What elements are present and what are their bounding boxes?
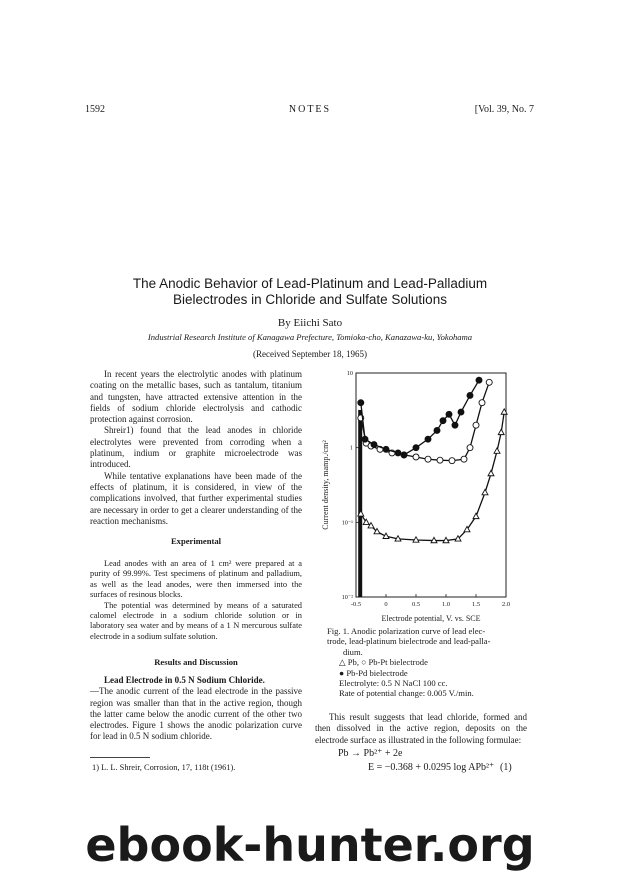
y-tick-label: 1 xyxy=(349,444,353,452)
pb-pt-point xyxy=(467,445,473,451)
intro-paragraph-3: While tentative explanations have been made of the effects of platinum, it is considered, in view of the complications involved, that further experimental studies are necessary in order to get a clearer understanding of the reaction mechanisms. xyxy=(90,470,302,526)
pb-pt-point xyxy=(449,458,455,464)
pb-pd-point xyxy=(383,446,389,452)
intro-text xyxy=(90,369,302,527)
article-title-line-1: The Anodic Behavior of Lead-Platinum and Lead-Palladium xyxy=(132,276,488,291)
results-text xyxy=(90,675,302,743)
pb-pd-point xyxy=(458,409,464,415)
caption-legend-2: ● Pb-Pd bielectrode xyxy=(339,667,408,678)
results-subheading: Lead Electrode in 0.5 N Sodium Chloride. xyxy=(104,675,265,685)
x-tick-label: 1.0 xyxy=(441,601,451,608)
y-tick-label: 10 xyxy=(346,370,353,377)
series-line-2 xyxy=(361,380,479,455)
footnote: 1) L. L. Shreir, Corrosion, 17, 118t (1961). xyxy=(92,763,236,772)
pb-pd-point xyxy=(467,392,473,398)
equation-1: Pb → Pb²⁺ + 2e xyxy=(338,748,403,759)
pb-pd-point xyxy=(452,422,458,428)
pb-pd-point xyxy=(413,445,419,451)
y-tick-label: 10⁻¹ xyxy=(341,519,353,527)
figure-caption xyxy=(327,626,537,699)
pb-point xyxy=(482,489,488,494)
x-tick-label: 2.0 xyxy=(501,601,511,608)
received-date: (Received September 18, 1965) xyxy=(253,349,367,359)
caption-electrolyte: Electrolyte: 0.5 N NaCl 100 cc. xyxy=(339,678,448,689)
pb-pt-point xyxy=(479,400,485,406)
pb-pd-point xyxy=(371,442,377,448)
right-column-text xyxy=(315,712,527,746)
pb-point xyxy=(488,470,494,475)
y-axis-label: Current density, mamp./cm² xyxy=(321,440,330,530)
pb-pd-point xyxy=(446,411,452,417)
experimental-text xyxy=(90,559,302,642)
caption-line-3: dium. xyxy=(343,646,363,657)
right-paragraph: This result suggests that lead chloride, formed and then dissolved in the active region, deposits on the electrode surface as illustrated in the following formulae: xyxy=(315,712,527,745)
pb-pt-point xyxy=(437,457,443,463)
pb-pd-point xyxy=(358,400,364,406)
equation-number: (1) xyxy=(500,762,512,773)
intro-paragraph-2: Shreir1) found that the lead anodes in chloride electrolytes were prevented from corroding when a platinum, indium or graphite microelectrode was introduced. xyxy=(90,425,302,470)
experimental-heading: Experimental xyxy=(170,536,222,546)
pb-point xyxy=(494,448,500,453)
pb-pt-point xyxy=(486,379,492,385)
author-byline: By Eiichi Sato xyxy=(277,317,343,329)
pb-pt-point xyxy=(413,454,419,460)
affiliation: Industrial Research Institute of Kanagawa Prefecture, Tomioka-cho, Kanazawa-ku, Yokohama xyxy=(147,332,473,342)
plot-frame xyxy=(356,373,506,597)
intro-paragraph-1: In recent years the electrolytic anodes with platinum coating on the metallic bases, such as tantalum, titanium and tungsten, have attracted extensive attention in the fields of sodium chloride electrolysis and cathodic protection against corrosion. xyxy=(90,369,302,425)
pb-pd-point xyxy=(425,436,431,442)
pb-pd-point xyxy=(395,450,401,456)
experimental-paragraph-1: Lead anodes with an area of 1 cm² were prepared at a purity of 99.99%. Test specimens of platinum and palladium, as well as the lead anodes, were then immersed into the surfaces of resinous blocks. xyxy=(90,559,302,600)
experimental-paragraph-2: The potential was determined by means of a saturated calomel electrode in a sodium chloride solution or in laboratory sea water and by means of a 1 N mercurous sulfate electrode in a sodium sulfate solution. xyxy=(90,600,302,641)
pb-point xyxy=(498,429,504,434)
equation-2: E = −0.368 + 0.0295 log APb²⁺ xyxy=(368,762,495,773)
x-axis-label: Electrode potential, V. vs. SCE xyxy=(381,614,481,623)
volume-label: [Vol. 39, No. 7 xyxy=(474,104,534,115)
pb-pt-point xyxy=(461,456,467,462)
results-heading: Results and Discussion xyxy=(154,657,238,667)
running-header: NOTES xyxy=(288,104,332,115)
pb-pt-point xyxy=(425,456,431,462)
x-tick-label: -0.5 xyxy=(350,601,362,608)
watermark: ebook-hunter.org xyxy=(85,818,535,872)
caption-rate: Rate of potential change: 0.005 V./min. xyxy=(339,688,474,699)
pb-pd-point xyxy=(440,418,446,424)
pb-pd-point xyxy=(401,452,407,458)
pb-pd-point xyxy=(434,427,440,433)
y-tick-label: 10⁻² xyxy=(341,594,353,601)
pb-pd-point xyxy=(362,436,368,442)
polarization-chart xyxy=(318,365,518,627)
article-title-line-2: Bielectrodes in Chloride and Sulfate Solutions xyxy=(173,292,447,307)
caption-line-1: Fig. 1. Anodic polarization curve of lead elec- xyxy=(327,626,486,636)
pb-pt-point xyxy=(473,422,479,428)
footnote-rule xyxy=(90,757,150,758)
pb-pd-spike-bar xyxy=(358,410,362,597)
pb-pd-point xyxy=(476,377,482,383)
series-line-0 xyxy=(361,412,504,541)
x-tick-label: 0 xyxy=(384,601,388,608)
results-paragraph: —The anodic current of the lead electrode in the passive region was smaller than that in the active region, though the latter came below the anodic current of the other two electrodes. Figure 1 shows the anodic polarization curve for lead in 0.5 N sodium chloride. xyxy=(90,686,302,742)
caption-line-2: trode, lead-platinum bielectrode and lead-palla- xyxy=(327,636,491,647)
page-number: 1592 xyxy=(85,104,105,115)
caption-legend-1: △ Pb, ○ Pb-Pt bielectrode xyxy=(339,657,428,668)
pb-point xyxy=(473,513,479,518)
x-tick-label: 0.5 xyxy=(411,601,421,608)
x-tick-label: 1.5 xyxy=(471,601,481,608)
